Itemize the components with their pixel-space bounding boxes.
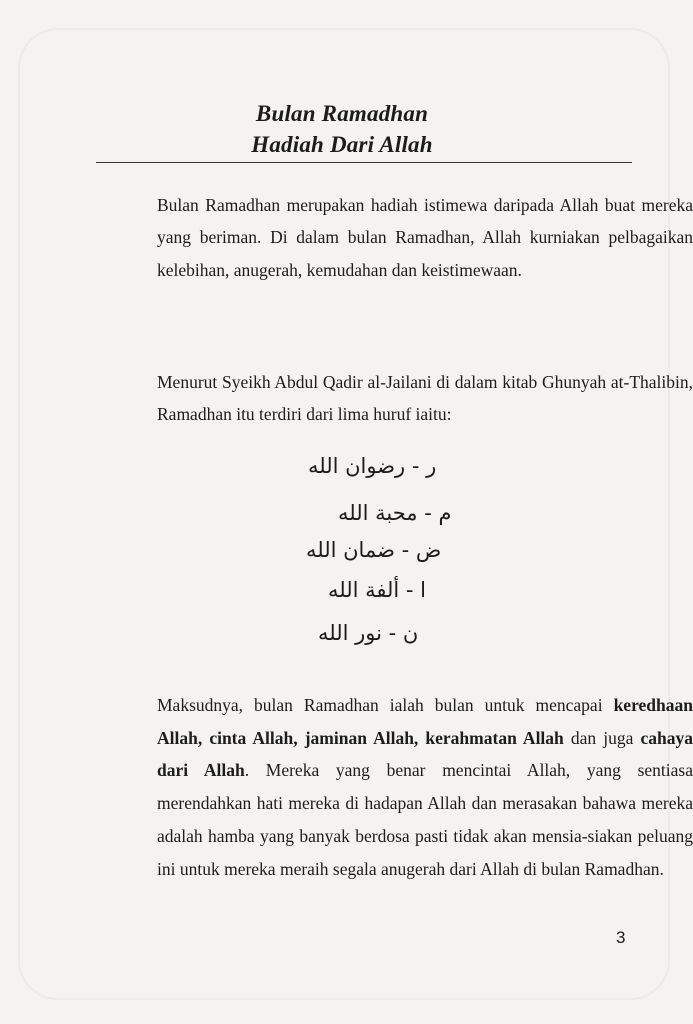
page-number: 3: [616, 928, 626, 947]
chapter-title-line1: Bulan Ramadhan: [255, 101, 429, 126]
arabic-letter-nun: ن - نور الله: [318, 621, 419, 645]
meaning-bold-1: keredhaan Allah, cinta Allah, jaminan Allah, kerahmatan Allah: [157, 695, 693, 748]
paragraph-intro: Bulan Ramadhan merupakan hadiah istimewa daripada Allah buat mereka yang beriman. Di dalam bulan Ramadhan, Allah kurniakan pelbagaikan kelebihan, anugerah, kemudahan dan keistimewaan.: [157, 195, 693, 280]
paragraph-jailani: Menurut Syeikh Abdul Qadir al-Jailani di dalam kitab Ghunyah at-Thalibin, Ramadhan itu terdiri dari lima huruf iaitu:: [157, 372, 693, 425]
arabic-letter-alif: ا - ألفة الله: [328, 578, 426, 602]
meaning-bold-2: cahaya dari Allah: [157, 727, 693, 781]
arabic-letter-ra: ر - رضوان الله: [308, 454, 437, 478]
arabic-letter-mim: م - محبة الله: [338, 501, 452, 525]
title-divider: [96, 162, 632, 163]
paragraph-meaning: [96, 689, 693, 885]
meaning-text-2: dan juga: [563, 727, 641, 748]
meaning-text-3: . Mereka yang benar mencintai Allah, yang sentiasa merendahkan hati mereka di hadapan Allah dan merasakan bahawa mereka adalah hamba yang banyak berdosa pasti tidak akan mensia-siakan peluang ini untuk mereka meraih segala anugerah dari Allah di bulan Ramadhan.: [157, 760, 693, 879]
meaning-text-1: Maksudnya, bulan Ramadhan ialah bulan untuk mencapai: [157, 695, 614, 715]
arabic-letter-dhad: ض - ضمان الله: [306, 538, 442, 562]
chapter-title-line2: Hadiah Dari Allah: [251, 132, 433, 157]
